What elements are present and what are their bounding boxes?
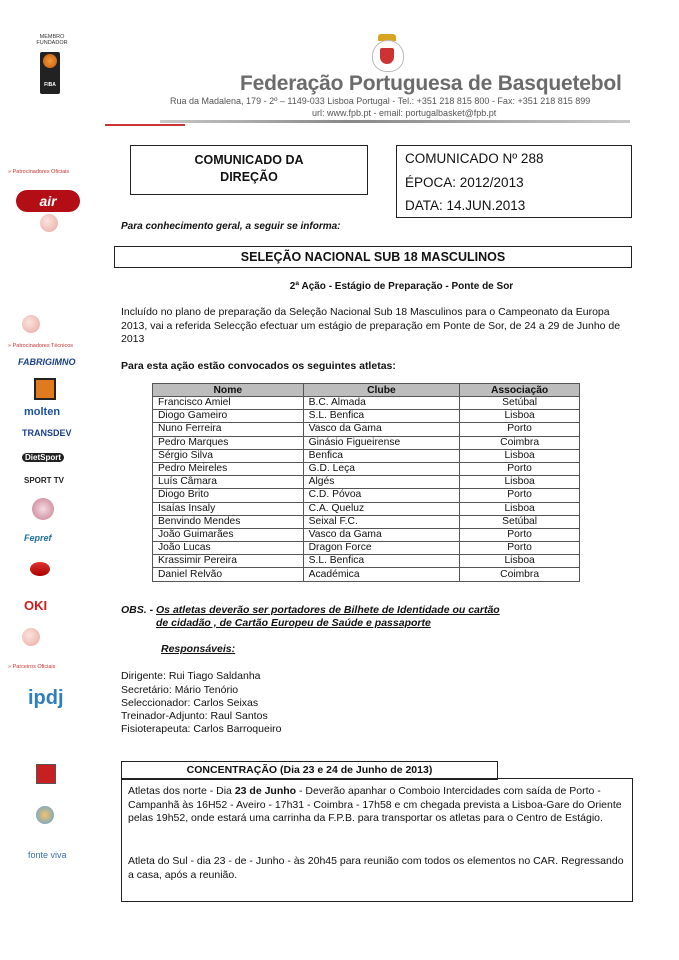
athlete-club: Académica [303,568,460,581]
athlete-association: Lisboa [460,449,580,462]
obs-note-line2: de cidadão , de Cartão Europeu de Saúde e passaporte [156,617,431,629]
athlete-name: Diogo Brito [153,489,304,502]
athlete-association: Lisboa [460,502,580,515]
athlete-club: S.L. Benfica [303,410,460,423]
intro-text: Para conhecimento geral, a seguir se informa: [121,221,341,232]
athlete-club: Dragon Force [303,542,460,555]
convocados-label: Para esta ação estão convocados os seguintes atletas: [121,360,396,372]
athlete-club: Vasco da Gama [303,423,460,436]
athlete-association: Lisboa [460,410,580,423]
shield-icon [380,48,394,64]
athlete-name: Sérgio Silva [153,449,304,462]
athlete-name: Isaías Insaly [153,502,304,515]
athlete-association: Porto [460,528,580,541]
athlete-association: Coimbra [460,568,580,581]
table-row [153,515,580,528]
basketball-icon [43,54,57,68]
table-row [153,542,580,555]
parceiros-oficiais-label: » Parceiros Oficiais [8,664,56,670]
sponsor-square-icon [34,378,56,400]
ipdj-logo: ipdj [28,687,64,709]
athlete-club: Benfica [303,449,460,462]
fonte-viva-logo: fonte viva [28,850,67,860]
transdev-logo: TRANSDEV [22,428,72,438]
athletes-table [152,383,580,582]
athlete-association: Porto [460,542,580,555]
staff-dirigente: Dirigente: Rui Tiago Saldanha [121,670,261,682]
fabrigimno-logo: FABRIGIMNO [18,357,76,367]
athlete-association: Setúbal [460,397,580,410]
athlete-name: Pedro Marques [153,436,304,449]
athlete-club: B.C. Almada [303,397,460,410]
athlete-club: G.D. Leça [303,462,460,475]
sponsor-ball-icon [40,214,58,232]
responsaveis-title: Responsáveis: [161,643,236,655]
sponsor-ball-icon [22,315,40,333]
athlete-name: Pedro Meireles [153,462,304,475]
norte-text-a: Atletas dos norte - Dia [128,785,235,797]
table-header-row [153,384,580,397]
athlete-association: Porto [460,423,580,436]
table-row [153,397,580,410]
concentracao-title: CONCENTRAÇÃO (Dia 23 e 24 de Junho de 2013) [121,761,498,780]
table-row [153,568,580,581]
table-row [153,423,580,436]
table-row [153,410,580,423]
org-url-email: url: www.fpb.pt - email: portugalbasket@fpb.pt [312,108,497,118]
acao-subtitle: 2ª Ação - Estágio de Preparação - Ponte de Sor [289,281,514,292]
norte-date: 23 de Junho [234,785,297,797]
table-row [153,489,580,502]
sponsor-emblem-icon [32,498,54,520]
sponsor-swoosh-icon [30,562,50,576]
partner-emblem-icon [36,806,54,824]
comunicado-epoca: ÉPOCA: 2012/2013 [405,175,524,190]
athlete-name: Diogo Gameiro [153,410,304,423]
oki-logo: OKI [24,598,48,613]
membro-fundador-label: MEMBRO FUNDADOR [36,34,68,46]
athlete-association: Porto [460,489,580,502]
table-row [153,462,580,475]
table-row [153,436,580,449]
sporttv-logo: SPORT TV [24,476,65,485]
obs-prefix: OBS. - [121,604,157,616]
intro-paragraph: Incluído no plano de preparação da Seleção Nacional Sub 18 Masculinos para o Campeonato da Europa 2013, vai a referida Selecção efectuar um estágio de preparação em Ponte de Sor, de 24 a 29 de Junho de 2013 [121,306,621,345]
org-address: Rua da Madalena, 179 - 2º – 1149-033 Lisboa Portugal - Tel.: +351 218 815 800 - Fax: +351 218 815 899 [170,96,591,106]
org-name: Federação Portuguesa de Basquetebol [240,72,622,95]
selecao-title: SELEÇÃO NACIONAL SUB 18 MASCULINOS [114,246,632,268]
staff-fisioterapeuta: Fisioterapeuta: Carlos Barroqueiro [121,723,282,735]
comunicado-date: DATA: 14.JUN.2013 [405,198,526,213]
comunicado-title-line2: DIREÇÃO [220,170,278,184]
concentracao-sul: Atleta do Sul - dia 23 - de - Junho - às 20h45 para reunião com todos os elementos no CAR. Regressando a casa, após a reunião. [128,855,624,881]
athlete-name: Luís Câmara [153,476,304,489]
column-header-nome: Nome [153,384,304,397]
patrocinadores-tecnicos-label: » Patrocinadores Técnicos [8,343,74,349]
staff-seleccionador: Seleccionador: Carlos Seixas [121,697,259,709]
staff-treinador-adjunto: Treinador-Adjunto: Raul Santos [121,710,268,722]
patrocinadores-oficiais-label: » Patrocinadores Oficiais [8,169,70,175]
athlete-club: S.L. Benfica [303,555,460,568]
athlete-association: Porto [460,462,580,475]
header-divider [160,120,630,123]
norte-text-b: - Deverão apanhar o Comboio Intercidades com saída de Porto -Campanhã às 16H52 - Aveiro - 17h31 - Coimbra - 17h58 e cm chegada prevista a Lisboa-Gare do Oriente pelas 19h52, onde estará uma carrinha da F.P.B. para transportar os atletas para o Centro de Estágio. [128,785,622,824]
table-row [153,476,580,489]
athlete-name: Nuno Ferreira [153,423,304,436]
athlete-club: Seixal F.C. [303,515,460,528]
table-row [153,555,580,568]
header-accent-divider [105,124,185,126]
athlete-club: Vasco da Gama [303,528,460,541]
molten-logo: molten [24,406,61,418]
partner-square-icon [36,764,56,784]
staff-secretario: Secretário: Mário Tenório [121,684,239,696]
athlete-club: C.A. Queluz [303,502,460,515]
athlete-name: Daniel Relvão [153,568,304,581]
table-row [153,449,580,462]
fepref-logo: Fepref [24,533,52,543]
column-header-associacao: Associação [460,384,580,397]
table-row [153,528,580,541]
athlete-association: Lisboa [460,555,580,568]
comunicado-title-line1: COMUNICADO DA [194,153,304,167]
athlete-club: Ginásio Figueirense [303,436,460,449]
comunicado-info-box [396,145,632,218]
athlete-club: Algés [303,476,460,489]
obs-text-line1: Os atletas deverão ser portadores de Bilhete de Identidade ou cartão [156,604,500,616]
athlete-name: João Guimarães [153,528,304,541]
obs-note-line1 [121,604,500,616]
table-row [153,502,580,515]
concentracao-norte [128,785,628,826]
column-header-clube: Clube [303,384,460,397]
athlete-name: Benvindo Mendes [153,515,304,528]
comunicado-title-box [130,145,368,195]
athlete-name: João Lucas [153,542,304,555]
athlete-association: Coimbra [460,436,580,449]
athlete-association: Lisboa [460,476,580,489]
dietsport-logo: DietSport [22,453,64,462]
air-sponsor-logo: air [16,190,80,212]
athlete-club: C.D. Póvoa [303,489,460,502]
fiba-label: FIBA [44,82,56,88]
athlete-name: Krassimir Pereira [153,555,304,568]
sponsor-ball-icon [22,628,40,646]
athlete-association: Setúbal [460,515,580,528]
athlete-name: Francisco Amiel [153,397,304,410]
comunicado-number: COMUNICADO Nº 288 [405,151,544,166]
